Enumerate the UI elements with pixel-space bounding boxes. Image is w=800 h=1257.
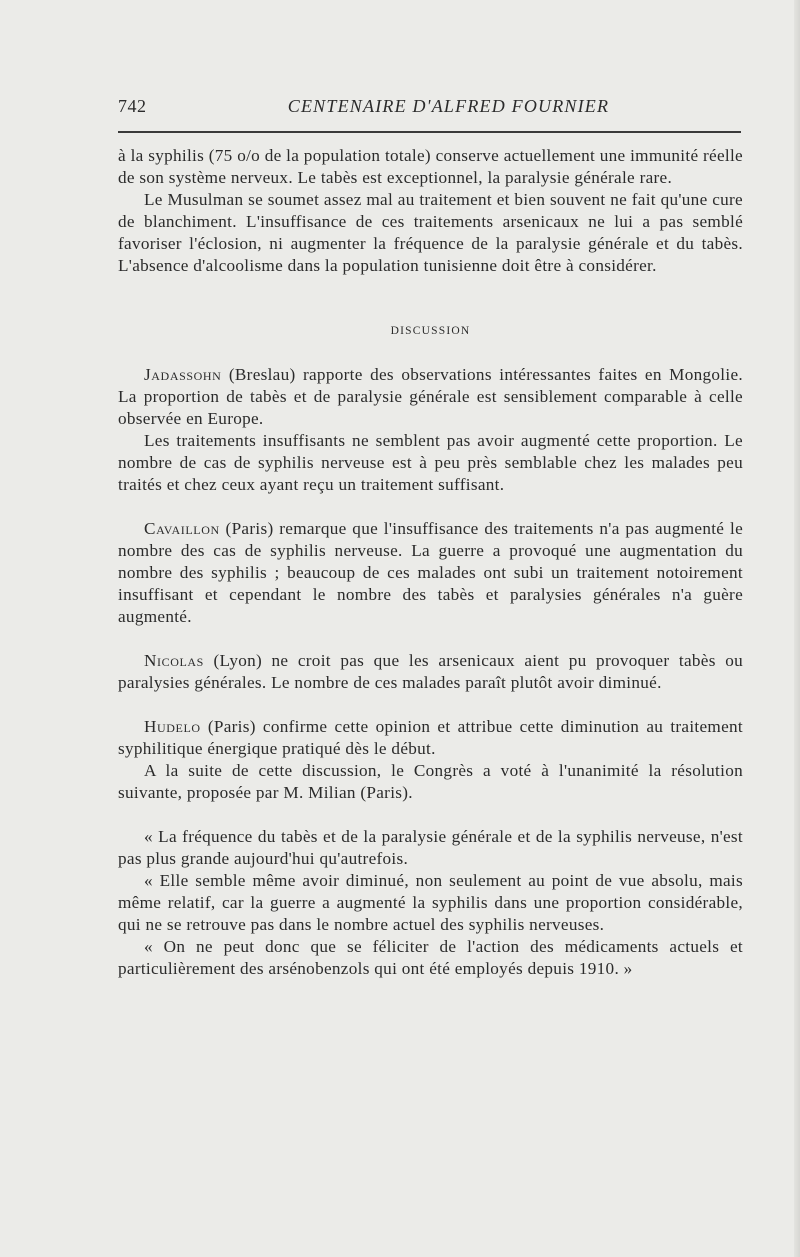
speaker-name-jadassohn: Jadassohn xyxy=(144,365,222,384)
resolution-quote xyxy=(118,826,743,980)
paragraph-jadassohn-text: (Breslau) rapporte des observations intéressantes faites en Mongolie. La proportion de tabès et de paralysie générale est sensiblement comparable à celle observée en Europe. xyxy=(118,365,743,428)
body-text xyxy=(118,145,743,980)
page-number: 742 xyxy=(118,96,147,116)
paragraph-resolution-intro: A la suite de cette discussion, le Congrès a voté à l'unanimité la résolution suivante, proposée par M. Milian (Paris). xyxy=(118,761,743,802)
paragraph-cavaillon-text: (Paris) remarque que l'insuffisance des traitements n'a pas augmenté le nombre des cas de syphilis nerveuse. La guerre a provoqué une augmentation du nombre des syphilis ; beaucoup de ces malades ont subi un traitement notoirement insuffisant et cependant le nombre des tabès et paralysies générales n'a guère augmenté. xyxy=(118,519,743,626)
paragraph-nicolas xyxy=(118,650,743,694)
paragraph-cavaillon xyxy=(118,518,743,628)
paragraph-nicolas-text: (Lyon) ne croit pas que les arsenicaux aient pu provoquer tabès ou paralysies générales. Le nombre de ces malades paraît plutôt avoir diminué. xyxy=(118,651,743,692)
header-rule xyxy=(118,131,741,133)
resolution-paragraph-2: « Elle semble même avoir diminué, non seulement au point de vue absolu, mais même relatif, car la guerre a augmenté la syphilis dans une proportion considérable, qui ne se retrouve pas dans le nombre actuel des syphilis nerveuses. xyxy=(118,871,743,934)
speaker-name-nicolas: Nicolas xyxy=(144,651,204,670)
page-edge-shadow xyxy=(794,0,800,1257)
running-title: CENTENAIRE D'ALFRED FOURNIER xyxy=(287,96,610,116)
paragraph-hudelo-text: (Paris) confirme cette opinion et attribue cette diminution au traitement syphilitique énergique pratiqué dès le début. xyxy=(118,717,743,758)
speaker-name-hudelo: Hudelo xyxy=(144,717,201,736)
speaker-name-cavaillon: Cavaillon xyxy=(144,519,220,538)
section-heading-discussion: DISCUSSION xyxy=(390,325,471,337)
paragraph-intro-continued: à la syphilis (75 o/o de la population totale) conserve actuellement une immunité réelle de son système nerveux. Le tabès est exceptionnel, la paralysie générale rare. xyxy=(118,146,743,187)
resolution-paragraph-3: « On ne peut donc que se féliciter de l'action des médicaments actuels et particulièrement des arsénobenzols qui ont été employés depuis 1910. » xyxy=(118,937,743,978)
paragraph-musulman: Le Musulman se soumet assez mal au traitement et bien souvent ne fait qu'une cure de blanchiment. L'insuffisance de ces traitements arsenicaux ne lui a pas semblé favoriser l'éclosion, ni augmenter la fréquence de la paralysie générale et du tabès. L'absence d'alcoolisme dans la population tunisienne doit être à considérer. xyxy=(118,190,743,275)
paragraph-jadassohn-2: Les traitements insuffisants ne semblent pas avoir augmenté cette proportion. Le nombre de cas de syphilis nerveuse est à peu près semblable chez les malades peu traités et chez ceux ayant reçu un traitement suffisant. xyxy=(118,431,743,494)
paragraph-jadassohn xyxy=(118,364,743,430)
resolution-paragraph-1: « La fréquence du tabès et de la paralysie générale et de la syphilis nerveuse, n'est pas plus grande aujourd'hui qu'autrefois. xyxy=(118,827,743,868)
paragraph-hudelo xyxy=(118,716,743,760)
page-header xyxy=(118,92,741,124)
